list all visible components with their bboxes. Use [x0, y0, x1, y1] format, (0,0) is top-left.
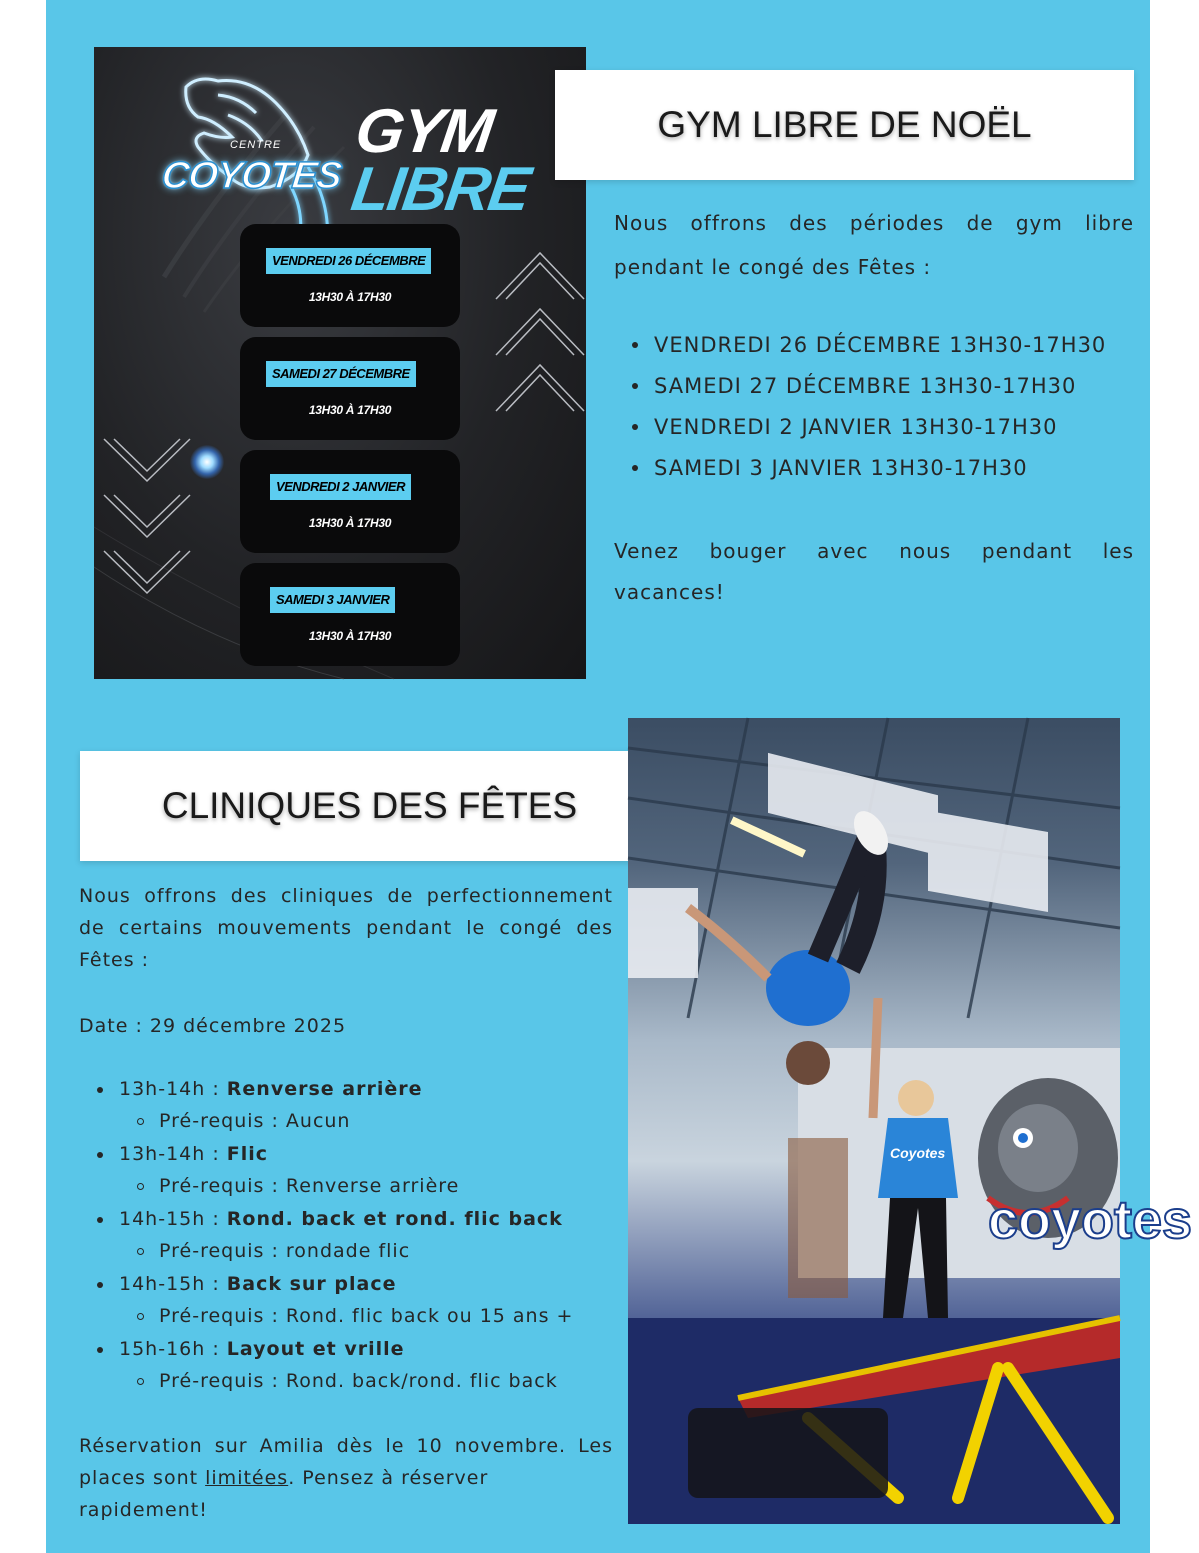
- sub-bullet-icon: [137, 1118, 144, 1125]
- date-card-time: 13H30 À 17H30: [308, 516, 392, 530]
- session-item: [93, 1268, 573, 1333]
- gym-libre-closing-line1: Venez bouger avec nous pendant les: [614, 539, 1134, 563]
- sub-bullet-icon: [137, 1378, 144, 1385]
- session-time: 13h-14h :: [119, 1143, 227, 1165]
- gym-libre-heading-box: [555, 70, 1134, 180]
- session-item: [93, 1138, 573, 1203]
- date-card-label: SAMEDI 27 DÉCEMBRE: [266, 361, 416, 387]
- date-card: [240, 224, 460, 327]
- poster-title-libre: LIBRE: [347, 155, 533, 224]
- session-prereq-row: [93, 1300, 573, 1333]
- list-item-text: SAMEDI 27 DÉCEMBRE 13H30-17H30: [654, 374, 1077, 398]
- logo-wordmark: COYOTES: [159, 155, 344, 197]
- session-name: Renverse arrière: [226, 1078, 423, 1100]
- reservation-text: [79, 1430, 613, 1494]
- session-item: [93, 1073, 573, 1138]
- reservation-before: Réservation sur Amilia dès le 10 novembre. Les places sont: [79, 1435, 613, 1489]
- gym-libre-intro-line1: Nous offrons des périodes de gym libre: [614, 211, 1134, 235]
- reservation-underlined: limitées: [205, 1467, 289, 1489]
- bullet-icon: [97, 1087, 103, 1093]
- session-item: [93, 1203, 573, 1268]
- sub-bullet-icon: [137, 1313, 144, 1320]
- session-name: Flic: [226, 1143, 269, 1165]
- chevrons-down-icon: [102, 435, 192, 615]
- cliniques-heading-box: [80, 751, 659, 861]
- reservation-last-line: rapidement!: [79, 1499, 208, 1521]
- session-prereq: Pré-requis : Rond. back/rond. flic back: [159, 1370, 558, 1392]
- session-prereq: Pré-requis : rondade flic: [159, 1240, 411, 1262]
- session-title: [93, 1333, 573, 1365]
- session-title: [93, 1073, 573, 1105]
- logo-centre-text: CENTRE: [230, 139, 282, 151]
- date-card-time: 13H30 À 17H30: [308, 290, 392, 304]
- session-prereq: Pré-requis : Rond. flic back ou 15 ans +: [159, 1305, 574, 1327]
- gymnastics-photo: [628, 718, 1193, 1524]
- date-card-time: 13H30 À 17H30: [308, 629, 392, 643]
- bullet-icon: [97, 1282, 103, 1288]
- date-card-time: 13H30 À 17H30: [308, 403, 392, 417]
- list-item-text: VENDREDI 2 JANVIER 13H30-17H30: [654, 415, 1058, 439]
- bullet-icon: [632, 342, 638, 348]
- list-item-text: VENDREDI 26 DÉCEMBRE 13H30-17H30: [654, 333, 1107, 357]
- gym-libre-intro-line2: pendant le congé des Fêtes :: [614, 255, 932, 279]
- list-item: [630, 325, 1106, 366]
- session-prereq-row: [93, 1365, 573, 1398]
- list-item: [630, 407, 1106, 448]
- session-name: Rond. back et rond. flic back: [226, 1208, 563, 1230]
- session-name: Layout et vrille: [226, 1338, 405, 1360]
- sub-bullet-icon: [137, 1183, 144, 1190]
- bullet-icon: [632, 465, 638, 471]
- date-card: [240, 563, 460, 666]
- gym-scene-illustration: [628, 718, 1193, 1524]
- session-time: 15h-16h :: [119, 1338, 227, 1360]
- date-card: [240, 337, 460, 440]
- session-name: Back sur place: [226, 1273, 397, 1295]
- session-prereq-row: [93, 1170, 573, 1203]
- cliniques-intro: Nous offrons des cliniques de perfectionnement de certains mouvements pendant le congé des Fêtes :: [79, 885, 613, 971]
- session-title: [93, 1268, 573, 1300]
- wall-logo-text: coyotes: [988, 1190, 1193, 1250]
- session-title: [93, 1138, 573, 1170]
- session-time: 14h-15h :: [119, 1208, 227, 1230]
- date-card-label: SAMEDI 3 JANVIER: [270, 587, 395, 613]
- chevrons-up-icon: [492, 243, 588, 423]
- session-item: [93, 1333, 573, 1398]
- session-time: 13h-14h :: [119, 1078, 227, 1100]
- bullet-icon: [97, 1347, 103, 1353]
- cliniques-date: Date : 29 décembre 2025: [79, 1015, 347, 1037]
- date-card: [240, 450, 460, 553]
- shirt-logo-text: Coyotes: [890, 1145, 946, 1161]
- list-item-text: SAMEDI 3 JANVIER 13H30-17H30: [654, 456, 1028, 480]
- cliniques-sessions-list: [93, 1073, 573, 1398]
- date-card-label: VENDREDI 2 JANVIER: [270, 474, 411, 500]
- sub-bullet-icon: [137, 1248, 144, 1255]
- gym-libre-closing-line2: vacances!: [614, 580, 725, 604]
- reservation-after: . Pensez à réserver: [288, 1467, 489, 1489]
- poster-title-gym: GYM: [351, 97, 497, 166]
- session-time: 14h-15h :: [119, 1273, 227, 1295]
- session-title: [93, 1203, 573, 1235]
- gym-libre-heading: GYM LIBRE DE NOËL: [657, 104, 1032, 145]
- session-prereq: Pré-requis : Renverse arrière: [159, 1175, 460, 1197]
- gym-libre-dates-list: [630, 325, 1106, 489]
- bullet-icon: [97, 1217, 103, 1223]
- cliniques-heading: CLINIQUES DES FÊTES: [161, 785, 578, 826]
- bullet-icon: [97, 1152, 103, 1158]
- list-item: [630, 366, 1106, 407]
- bullet-icon: [632, 424, 638, 430]
- session-prereq-row: [93, 1105, 573, 1138]
- session-prereq: Pré-requis : Aucun: [159, 1110, 351, 1132]
- list-item: [630, 448, 1106, 489]
- bullet-icon: [632, 383, 638, 389]
- gym-libre-poster: [94, 47, 586, 679]
- date-card-label: VENDREDI 26 DÉCEMBRE: [266, 248, 431, 274]
- light-flare: [190, 445, 224, 479]
- session-prereq-row: [93, 1235, 573, 1268]
